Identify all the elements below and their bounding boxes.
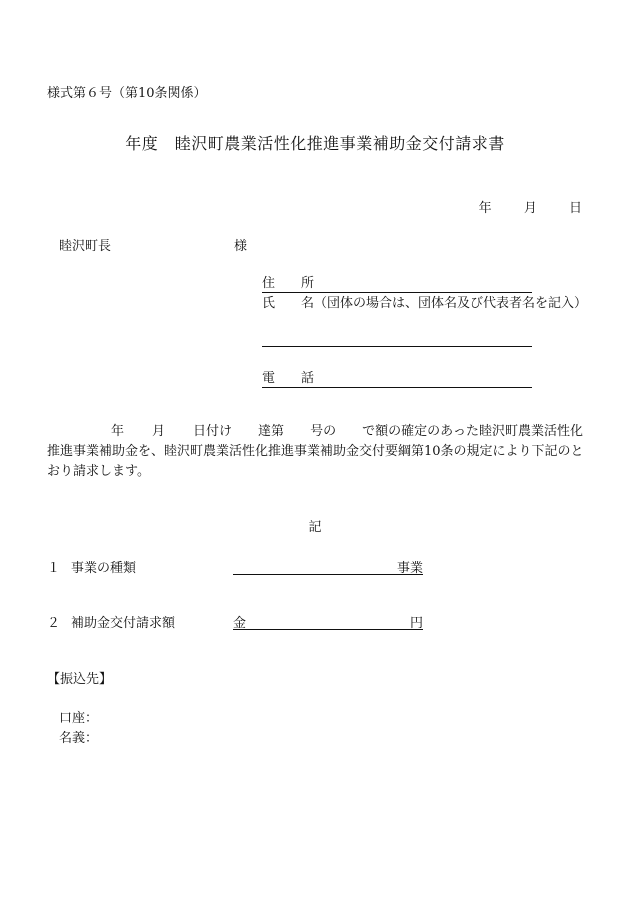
address-field[interactable] [262, 272, 532, 293]
account-field[interactable] [59, 707, 98, 726]
statement-month: 月 [152, 424, 166, 439]
name-note: （団体の場合は、団体名及び代表者名を記入） [314, 296, 588, 311]
request-amount-field[interactable] [233, 612, 423, 630]
bank-heading: 【振込先】 [47, 672, 113, 687]
date-day: 日 [568, 201, 582, 216]
account-label: 口座： [59, 711, 99, 726]
statement-year: 年 [111, 424, 125, 439]
addressee-honorific: 様 [234, 239, 248, 254]
name-label: 氏 名 [262, 296, 315, 311]
form-number: 様式第６号（第10条関係） [47, 86, 207, 101]
statement-text: で額の確定のあった睦沢町農業活性化推進事業補助金を、睦沢町農業活性化推進事業補助金交付要綱第10条の規定により下記のとおり請求します。 [47, 424, 584, 479]
date-month: 月 [523, 201, 537, 216]
name-field[interactable] [262, 327, 532, 347]
account-holder-label: 名義： [59, 731, 99, 746]
statement-go: 号の [310, 424, 337, 439]
project-type-field[interactable] [233, 557, 423, 575]
item-1-suffix: 事業 [396, 561, 423, 576]
phone-field[interactable] [262, 367, 532, 388]
addressee-name: 睦沢町長 [59, 239, 112, 254]
item-1-label: 事業の種類 [71, 561, 137, 576]
phone-label: 電 話 [262, 371, 315, 386]
item-2-label: 補助金交付請求額 [71, 616, 176, 631]
ki-heading: 記 [308, 520, 322, 535]
date-year: 年 [478, 201, 492, 216]
request-statement [47, 422, 587, 482]
addressee [59, 235, 248, 254]
address-label: 住 所 [262, 276, 315, 291]
name-row [262, 292, 587, 311]
statement-day: 日付け [193, 424, 233, 439]
item-2-number: ２ [47, 616, 61, 631]
item-1-number: １ [47, 561, 61, 576]
item-2-prefix: 金 [233, 616, 247, 631]
item-2-suffix: 円 [409, 616, 423, 631]
account-holder-field[interactable] [59, 727, 98, 746]
date-line [451, 197, 582, 216]
item-request-amount [47, 612, 423, 631]
item-project-type [47, 557, 423, 576]
statement-tatsu: 達第 [258, 424, 285, 439]
document-title: 年度 睦沢町農業活性化推進事業補助金交付請求書 [125, 134, 505, 153]
